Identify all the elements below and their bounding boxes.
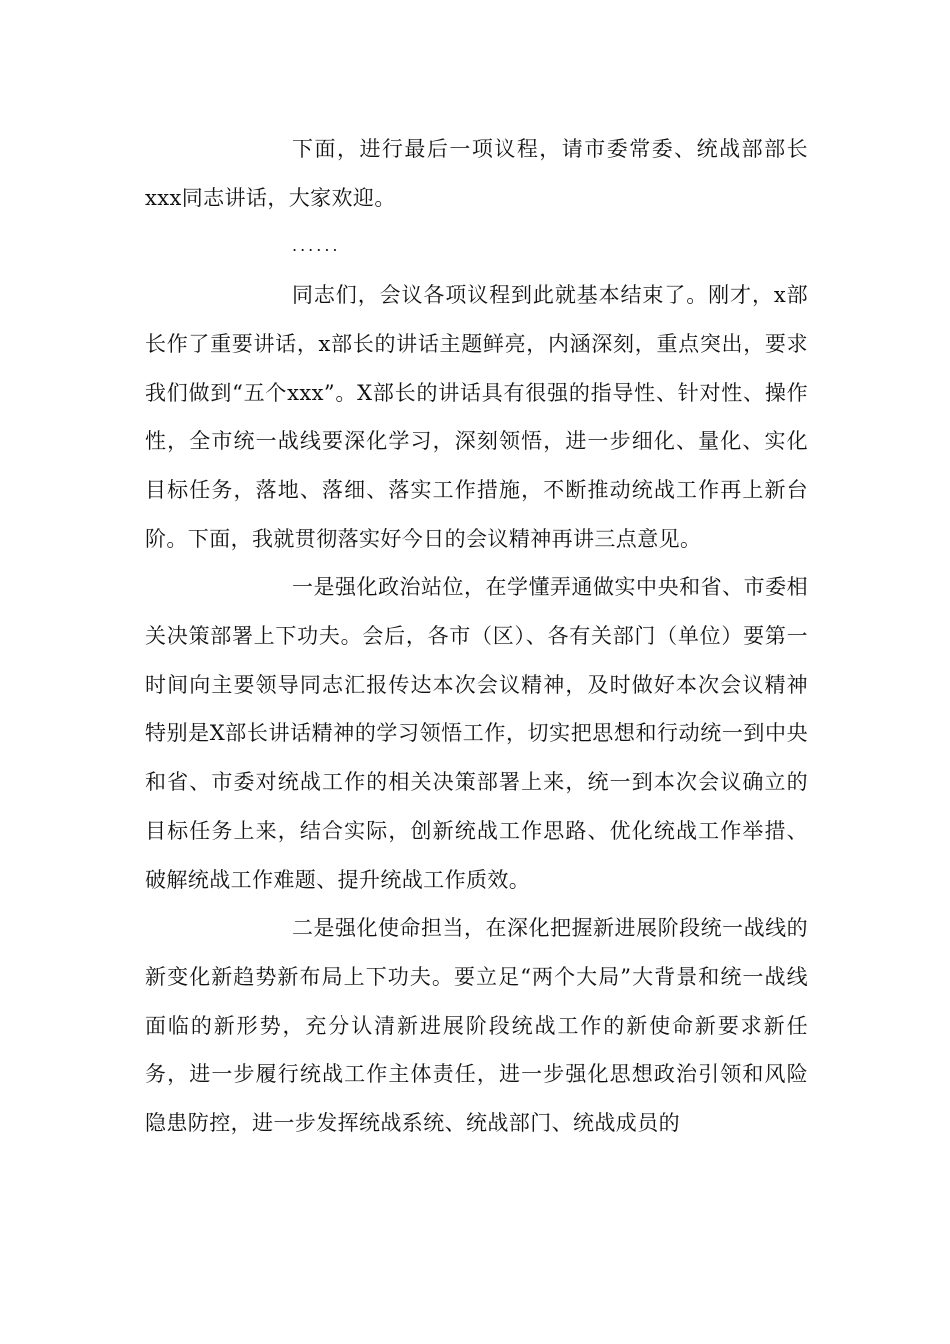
paragraph-point-two: 二是强化使命担当，在深化把握新进展阶段统一战线的新变化新趋势新布局上下功夫。要立足“两个大局”大背景和统一战线面临的新形势，充分认清新进展阶段统战工作的新使命新要求新任务，进一步履行统战工作主体责任，进一步强化思想政治引领和风险隐患防控，进一步发挥统战系统、统战部门、统战成员的: [145, 916, 808, 1136]
document-body: [145, 125, 808, 1148]
paragraph-agenda: 下面，进行最后一项议程，请市委常委、统战部部长xxx同志讲话，大家欢迎。: [145, 137, 808, 210]
paragraph-point-one: 一是强化政治站位，在学懂弄通做实中央和省、市委相关决策部署上下功夫。会后，各市（区）、各有关部门（单位）要第一时间向主要领导同志汇报传达本次会议精神，及时做好本次会议精神特别是X部长讲话精神的学习领悟工作，切实把思想和行动统一到中央和省、市委对统战工作的相关决策部署上来，统一到本次会议确立的目标任务上来，结合实际，创新统战工作思路、优化统战工作举措、破解统战工作难题、提升统战工作质效。: [145, 575, 808, 892]
paragraph-summary: 同志们，会议各项议程到此就基本结束了。刚才，x部长作了重要讲话，x部长的讲话主题鲜亮，内涵深刻，重点突出，要求我们做到“五个xxx”。X部长的讲话具有很强的指导性、针对性、操作性，全市统一战线要深化学习，深刻领悟，进一步细化、量化、实化目标任务，落地、落细、落实工作措施，不断推动统战工作再上新台阶。下面，我就贯彻落实好今日的会议精神再讲三点意见。: [145, 283, 808, 551]
paragraph-ellipsis: ......: [292, 236, 341, 256]
